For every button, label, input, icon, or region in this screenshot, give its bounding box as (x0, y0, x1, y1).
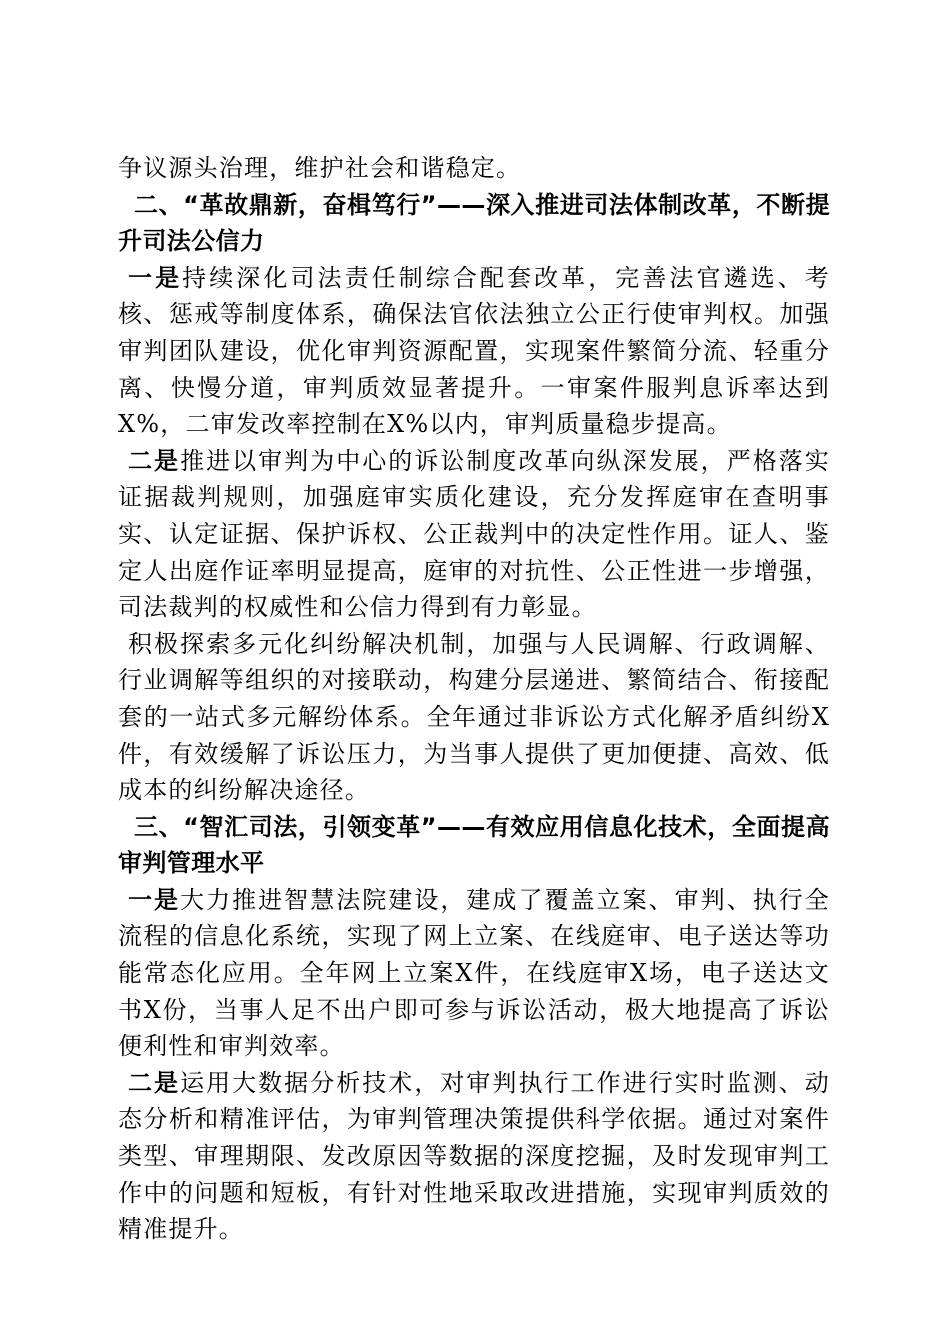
paragraph-lead: 二是 (128, 1068, 181, 1097)
paragraph-text: 争议源头治理，维护社会和谐稳定。 (118, 154, 522, 182)
paragraph-lead: 二是 (128, 446, 181, 475)
paragraph-text: 持续深化司法责任制综合配套改革，完善法官遴选、考核、惩戒等制度体系，确保法官依法独立公正行使审判权。加强审判团队建设，优化审判资源配置，实现案件繁简分流、轻重分离、快慢分道，审判质效显著提升。一审案件服判息诉率达到X%，二审发改率控制在X%以内，审判质量稳步提高。 (118, 263, 830, 439)
paragraph-text: 运用大数据分析技术，对审判执行工作进行实时监测、动态分析和精准评估，为审判管理决策提供科学依据。通过对案件类型、审理期限、发改原因等数据的深度挖掘，及时发现审判工作中的问题和短板，有针对性地采取改进措施，实现审判质效的精准提升。 (118, 1068, 830, 1244)
paragraph-text: 积极探索多元化纠纷解决机制，加强与人民调解、行政调解、行业调解等组织的对接联动，构建分层递进、繁简结合、衔接配套的一站式多元解纷体系。全年通过非诉讼方式化解矛盾纠纷X件，有效缓解了诉讼压力，为当事人提供了更加便捷、高效、低成本的纠纷解决途径。 (118, 629, 830, 805)
paragraph-text: 推进以审判为中心的诉讼制度改革向纵深发展，严格落实证据裁判规则，加强庭审实质化建设，充分发挥庭审在查明事实、认定证据、保护诉权、公正裁判中的决定性作用。证人、鉴定人出庭作证率明显提高，庭审的对抗性、公正性进一步增强，司法裁判的权威性和公信力得到有力彰显。 (118, 446, 830, 622)
section-heading-3: 三、“智汇司法，引领变革”——有效应用信息化技术，全面提高审判管理水平 (118, 812, 830, 878)
paragraph-smart-court-2 (118, 1065, 830, 1248)
paragraph-smart-court-1 (118, 882, 830, 1065)
paragraph-dispute-resolution (118, 626, 830, 809)
paragraph-reform-2 (118, 443, 830, 626)
paragraph-reform-1 (118, 260, 830, 443)
paragraph-lead: 一是 (128, 885, 181, 914)
paragraph-continuation (118, 150, 830, 187)
paragraph-text: 大力推进智慧法院建设，建成了覆盖立案、审判、执行全流程的信息化系统，实现了网上立案、在线庭审、电子送达等功能常态化应用。全年网上立案X件，在线庭审X场，电子送达文书X份，当事人足不出户即可参与诉讼活动，极大地提高了诉讼便利性和审判效率。 (118, 885, 830, 1061)
document-page (118, 150, 830, 1248)
paragraph-lead: 一是 (128, 263, 183, 292)
section-heading-2: 二、“革故鼎新，奋楫笃行”——深入推进司法体制改革，不断提升司法公信力 (118, 190, 830, 256)
